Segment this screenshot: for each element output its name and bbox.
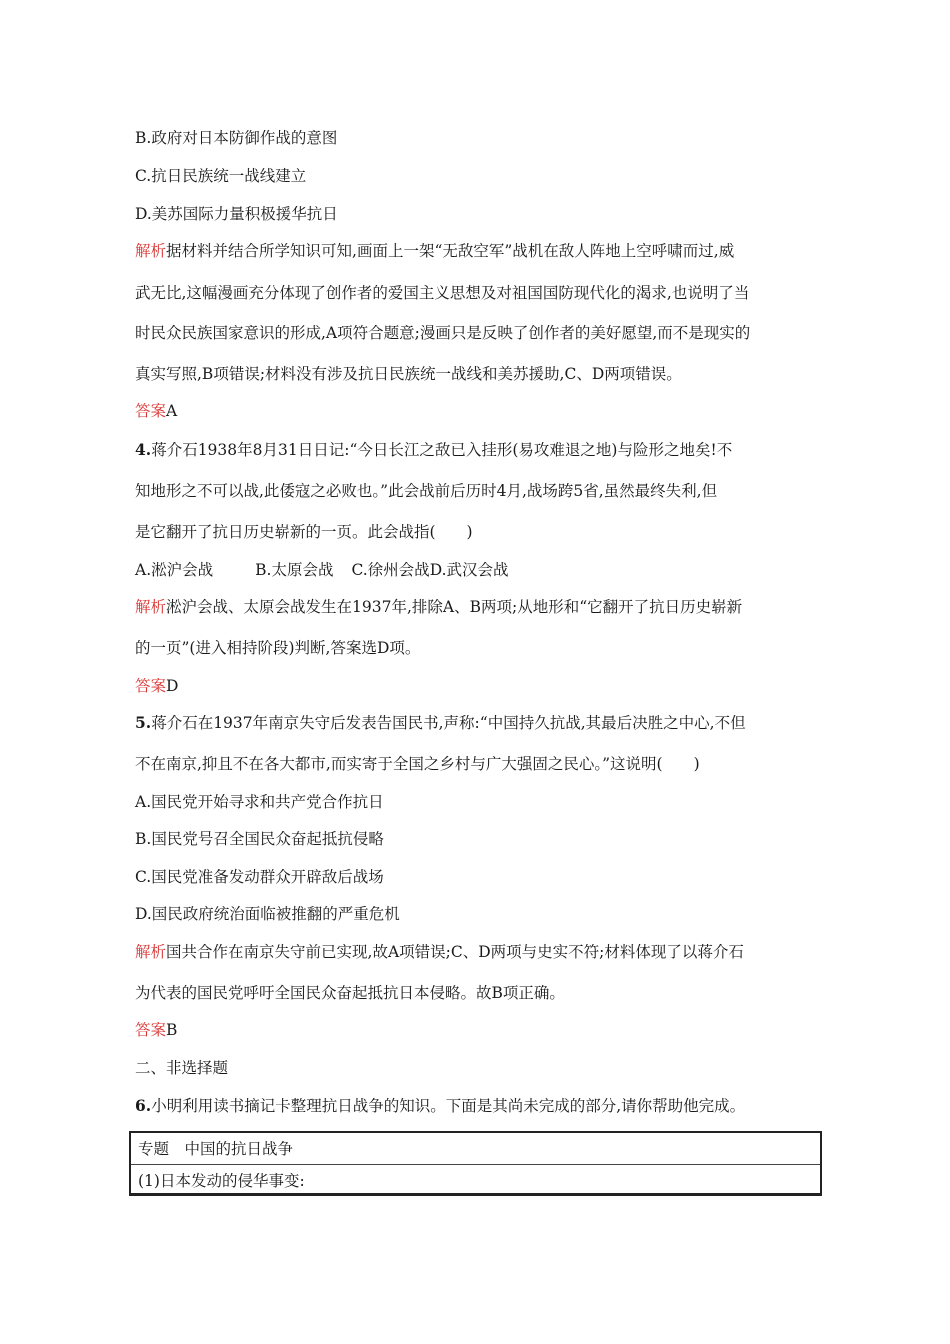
q5-stem-line-2: 不在南京,抑且不在各大都市,而实寄于全国之乡村与广大强固之民心。”这说明( ) (135, 755, 700, 773)
q5-option-a: A.国民党开始寻求和共产党合作抗日 (135, 793, 384, 811)
q5-analysis-line-1: 解析国共合作在南京失守前已实现,故A项错误;C、D两项与史实不符;材料体现了以蒋介石 (135, 943, 744, 961)
q4-option-a: A.淞沪会战 (135, 561, 214, 579)
analysis-label: 解析 (135, 598, 167, 616)
q4-stem-line-1: 4.蒋介石1938年8月31日日记:“今日长江之敌已入挂形(易攻难退之地)与险形之地矣!不 (135, 440, 733, 459)
q3-option-c: C.抗日民族统一战线建立 (135, 167, 307, 185)
q3-answer: 答案A (135, 402, 178, 420)
analysis-label: 解析 (135, 242, 167, 260)
q4-analysis-line-2: 的一页”(进入相持阶段)判断,答案选D项。 (135, 639, 421, 657)
answer-label: 答案 (135, 402, 167, 420)
question-number: 6. (135, 1096, 152, 1115)
q4-stem-line-3: 是它翻开了抗日历史崭新的一页。此会战指( ) (135, 523, 473, 541)
reading-note-card (129, 1131, 822, 1196)
card-title: 专题 中国的抗日战争 (138, 1140, 294, 1158)
q4-option-b: B.太原会战 (255, 561, 334, 579)
q4-stem-line-2: 知地形之不可以战,此倭寇之必败也。”此会战前后历时4月,战场跨5省,虽然最终失利,但 (135, 482, 718, 500)
answer-label: 答案 (135, 677, 167, 695)
card-divider (131, 1164, 820, 1165)
q5-option-c: C.国民党准备发动群众开辟敌后战场 (135, 868, 384, 886)
q4-option-d: D.武汉会战 (429, 561, 509, 579)
q5-analysis-line-2: 为代表的国民党呼吁全国民众奋起抵抗日本侵略。故B项正确。 (135, 984, 565, 1002)
analysis-label: 解析 (135, 943, 167, 961)
q5-answer: 答案B (135, 1021, 178, 1039)
answer-label: 答案 (135, 1021, 167, 1039)
q3-analysis-line-3: 时民众民族国家意识的形成,A项符合题意;漫画只是反映了创作者的美好愿望,而不是现实的 (135, 324, 751, 342)
q5-option-b: B.国民党号召全国民众奋起抵抗侵略 (135, 830, 384, 848)
card-item-1: (1)日本发动的侵华事变: (138, 1172, 305, 1190)
question-number: 5. (135, 713, 152, 732)
q5-stem-line-1: 5.蒋介石在1937年南京失守后发表告国民书,声称:“中国持久抗战,其最后决胜之中心,不但 (135, 713, 746, 732)
q6-stem: 6.小明利用读书摘记卡整理抗日战争的知识。下面是其尚未完成的部分,请你帮助他完成。 (135, 1096, 746, 1115)
q4-analysis-line-1: 解析淞沪会战、太原会战发生在1937年,排除A、B两项;从地形和“它翻开了抗日历史崭新 (135, 598, 743, 616)
q3-option-d: D.美苏国际力量积极援华抗日 (135, 205, 338, 223)
q3-analysis-line-4: 真实写照,B项错误;材料没有涉及抗日民族统一战线和美苏援助,C、D两项错误。 (135, 365, 682, 383)
q4-option-c: C.徐州会战 (351, 561, 430, 579)
question-number: 4. (135, 440, 152, 459)
q4-options (135, 560, 815, 580)
q4-answer: 答案D (135, 677, 179, 695)
q3-analysis-line-2: 武无比,这幅漫画充分体现了创作者的爱国主义思想及对祖国国防现代化的渴求,也说明了当 (135, 284, 750, 302)
q3-option-b: B.政府对日本防御作战的意图 (135, 129, 338, 147)
q5-option-d: D.国民政府统治面临被推翻的严重危机 (135, 905, 400, 923)
section-title: 二、非选择题 (135, 1059, 229, 1077)
q3-analysis-line-1: 解析据材料并结合所学知识可知,画面上一架“无敌空军”战机在敌人阵地上空呼啸而过,威 (135, 242, 735, 260)
